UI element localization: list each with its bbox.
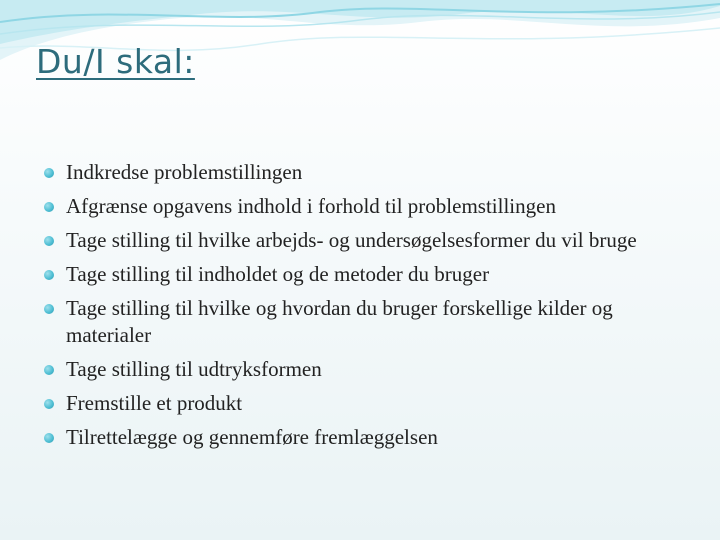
bullet-list bbox=[44, 159, 684, 458]
bullet-item bbox=[44, 193, 684, 220]
bullet-text: Fremstille et produkt bbox=[66, 391, 243, 415]
bullet-icon bbox=[44, 304, 54, 314]
bullet-icon bbox=[44, 270, 54, 280]
bullet-text: Indkredse problemstillingen bbox=[66, 160, 303, 184]
bullet-text: Tage stilling til udtryksformen bbox=[66, 357, 322, 381]
bullet-icon bbox=[44, 433, 54, 443]
bullet-item bbox=[44, 424, 684, 451]
bullet-text: Tage stilling til hvilke arbejds- og undersøgelsesformer du vil bruge bbox=[66, 228, 637, 252]
bullet-text: Tage stilling til hvilke og hvordan du bruger forskellige kilder og materialer bbox=[66, 296, 613, 347]
bullet-item bbox=[44, 261, 684, 288]
bullet-icon bbox=[44, 365, 54, 375]
bullet-item bbox=[44, 159, 684, 186]
bullet-icon bbox=[44, 236, 54, 246]
bullet-text: Tage stilling til indholdet og de metoder du bruger bbox=[66, 262, 490, 286]
bullet-item bbox=[44, 227, 684, 254]
bullet-item bbox=[44, 356, 684, 383]
bullet-item bbox=[44, 390, 684, 417]
bullet-icon bbox=[44, 399, 54, 409]
bullet-item bbox=[44, 295, 684, 349]
bullet-text: Tilrettelægge og gennemføre fremlæggelsen bbox=[66, 425, 438, 449]
slide-title: Du/I skal: bbox=[36, 42, 195, 81]
bullet-icon bbox=[44, 202, 54, 212]
bullet-text: Afgrænse opgavens indhold i forhold til problemstillingen bbox=[66, 194, 556, 218]
bullet-icon bbox=[44, 168, 54, 178]
